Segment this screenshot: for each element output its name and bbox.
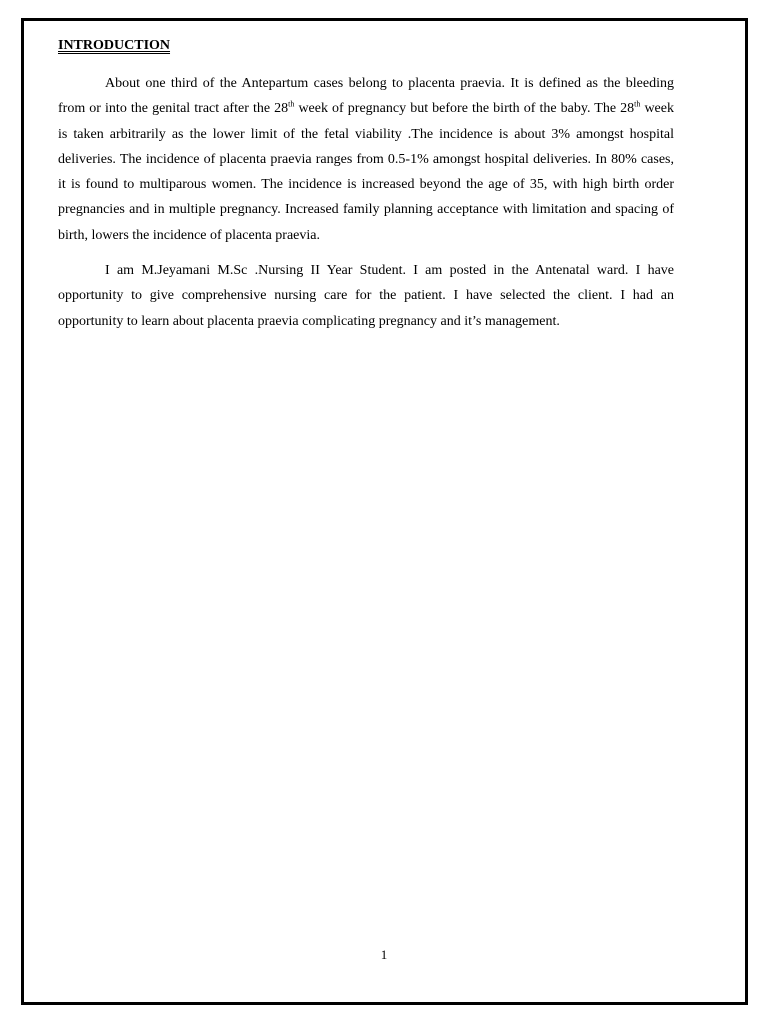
- ordinal-superscript: th: [288, 99, 295, 109]
- section-heading: INTRODUCTION: [58, 38, 171, 53]
- paragraph-text: About one third of the Antepartum cases belong to placenta praevia. It is defined as the bleeding from or into the genital tract after the 28: [58, 76, 674, 117]
- paragraph-text: week is taken arbitrarily as the lower limit of the fetal viability .The incidence is about 3% amongst hospital deliveries. The incidence of placenta praevia ranges from 0.5-1% amongst hospital deliveries. In 80% cases, it is found to multiparous women. The incidence is increased beyond the age of 35, with high birth order pregnancies and in multiple pregnancy. Increased family planning acceptance with limitation and spacing of birth, lowers the incidence of placenta praevia.: [58, 101, 674, 243]
- page-number: 1: [380, 947, 388, 962]
- intro-paragraph: [58, 71, 674, 248]
- document-body: [58, 36, 674, 334]
- paragraph-text: week of pregnancy but before the birth of the baby. The 28: [294, 101, 635, 117]
- ordinal-superscript: th: [634, 99, 641, 109]
- student-paragraph: I am M.Jeyamani M.Sc .Nursing II Year Student. I am posted in the Antenatal ward. I have opportunity to give comprehensive nursing care for the patient. I have selected the client. I had an opportunity to learn about placenta praevia complicating pregnancy and it’s management.: [58, 263, 674, 329]
